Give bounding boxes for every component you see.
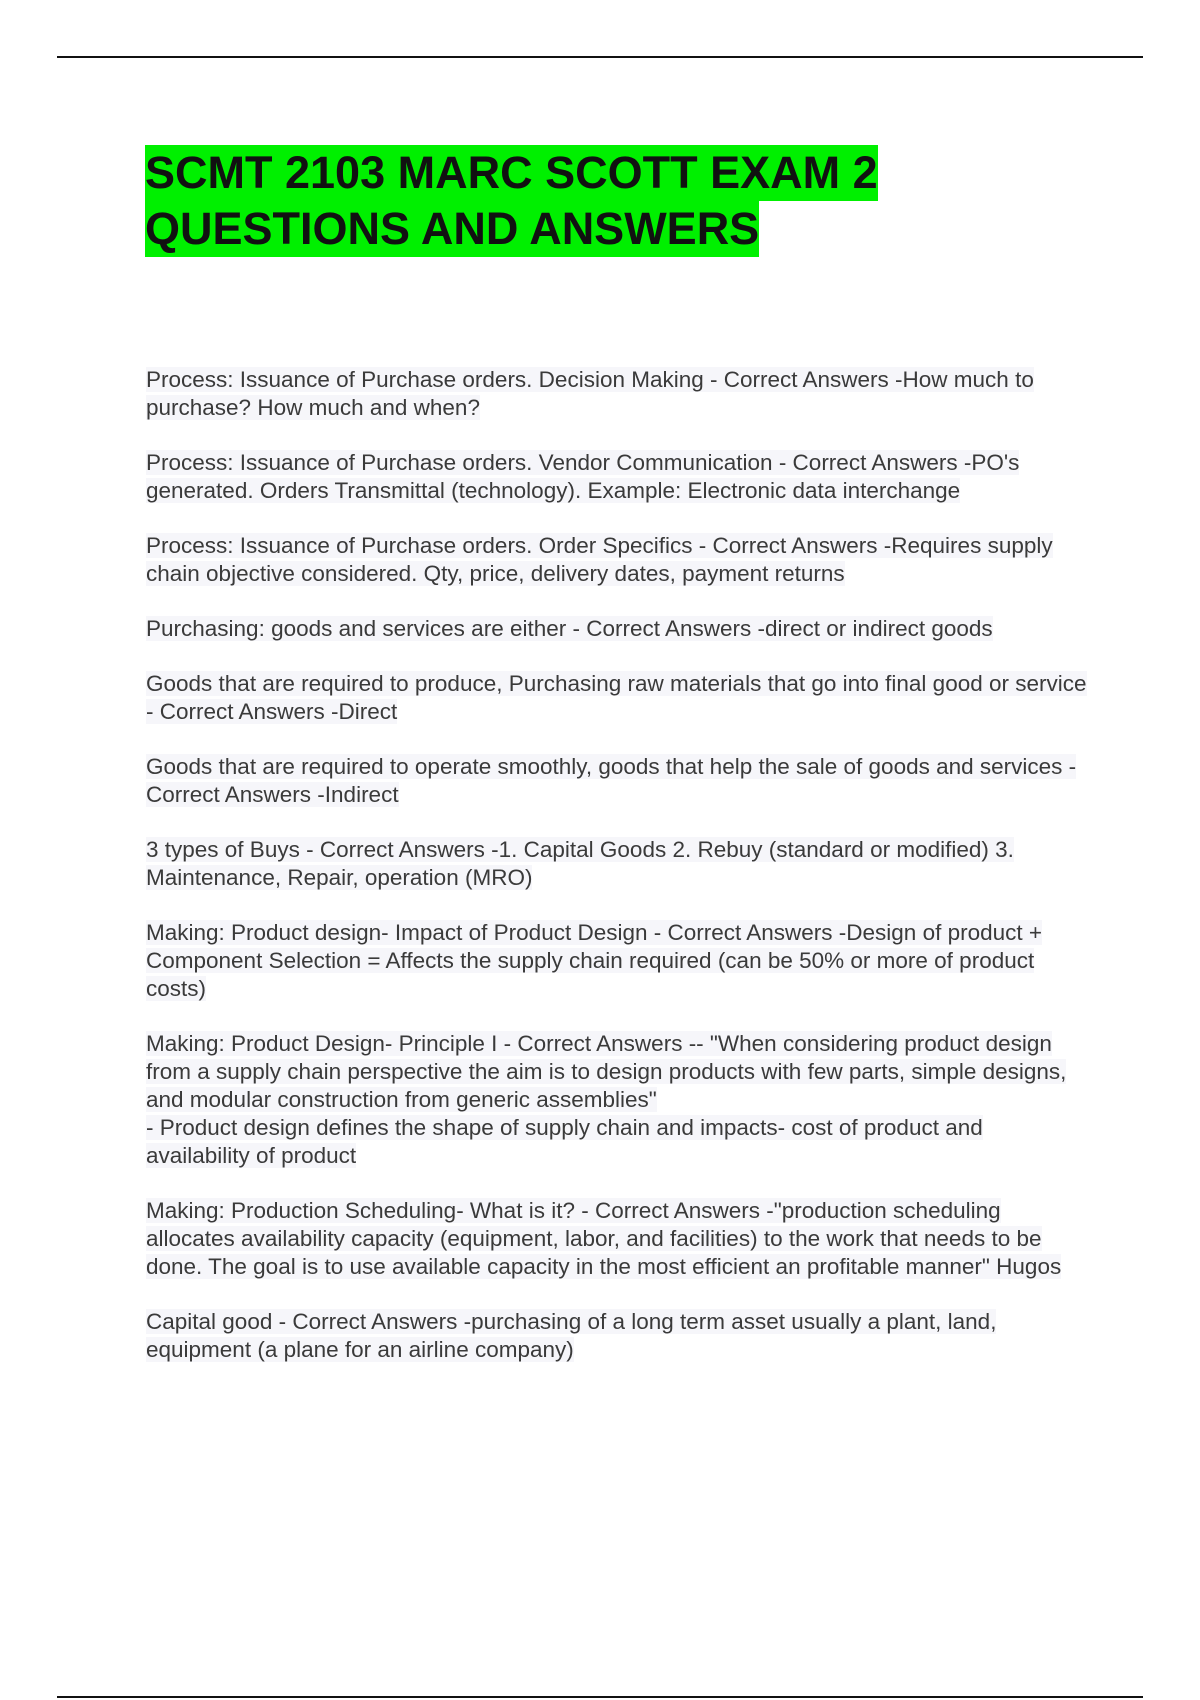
title-line-2: QUESTIONS AND ANSWERS <box>145 201 759 257</box>
qa-item <box>146 449 1091 505</box>
qa-list <box>146 366 1091 1391</box>
qa-text: Purchasing: goods and services are either - Correct Answers -direct or indirect goods <box>146 616 993 641</box>
qa-item <box>146 836 1091 892</box>
qa-text: Making: Product design- Impact of Product Design - Correct Answers -Design of product + Component Selection = Affects the supply chain required (can be 50% or more of product costs) <box>146 920 1043 1001</box>
document-title <box>145 145 1045 257</box>
qa-item <box>146 1197 1091 1281</box>
bottom-rule <box>57 1696 1143 1698</box>
qa-item <box>146 532 1091 588</box>
qa-text: Goods that are required to produce, Purchasing raw materials that go into final good or service - Correct Answers -Direct <box>146 671 1087 724</box>
qa-text: Process: Issuance of Purchase orders. Decision Making - Correct Answers -How much to purchase? How much and when? <box>146 367 1034 420</box>
qa-item <box>146 615 1091 643</box>
qa-item <box>146 1030 1091 1170</box>
qa-text: Process: Issuance of Purchase orders. Order Specifics - Correct Answers -Requires supply chain objective considered. Qty, price, delivery dates, payment returns <box>146 533 1053 586</box>
qa-text: Capital good - Correct Answers -purchasing of a long term asset usually a plant, land, equipment (a plane for an airline company) <box>146 1309 997 1362</box>
qa-text-continuation: - Product design defines the shape of supply chain and impacts- cost of product and availability of product <box>146 1115 983 1168</box>
qa-item <box>146 919 1091 1003</box>
qa-item <box>146 753 1091 809</box>
qa-item <box>146 670 1091 726</box>
top-rule <box>57 56 1143 58</box>
qa-item <box>146 1308 1091 1364</box>
qa-text: 3 types of Buys - Correct Answers -1. Capital Goods 2. Rebuy (standard or modified) 3. Maintenance, Repair, operation (MRO) <box>146 837 1014 890</box>
qa-text: Process: Issuance of Purchase orders. Vendor Communication - Correct Answers -PO's generated. Orders Transmittal (technology). Example: Electronic data interchange <box>146 450 1020 503</box>
qa-text: Making: Production Scheduling- What is it? - Correct Answers -"production scheduling allocates availability capacity (equipment, labor, and facilities) to the work that needs to be done. The goal is to use available capacity in the most efficient an profitable manner" Hugos <box>146 1198 1062 1279</box>
qa-item <box>146 366 1091 422</box>
title-line-1: SCMT 2103 MARC SCOTT EXAM 2 <box>145 145 878 201</box>
qa-text: Making: Product Design- Principle I - Correct Answers -- "When considering product design from a supply chain perspective the aim is to design products with few parts, simple designs, and modular construction from generic assemblies" <box>146 1031 1067 1112</box>
qa-text: Goods that are required to operate smoothly, goods that help the sale of goods and services - Correct Answers -Indirect <box>146 754 1077 807</box>
